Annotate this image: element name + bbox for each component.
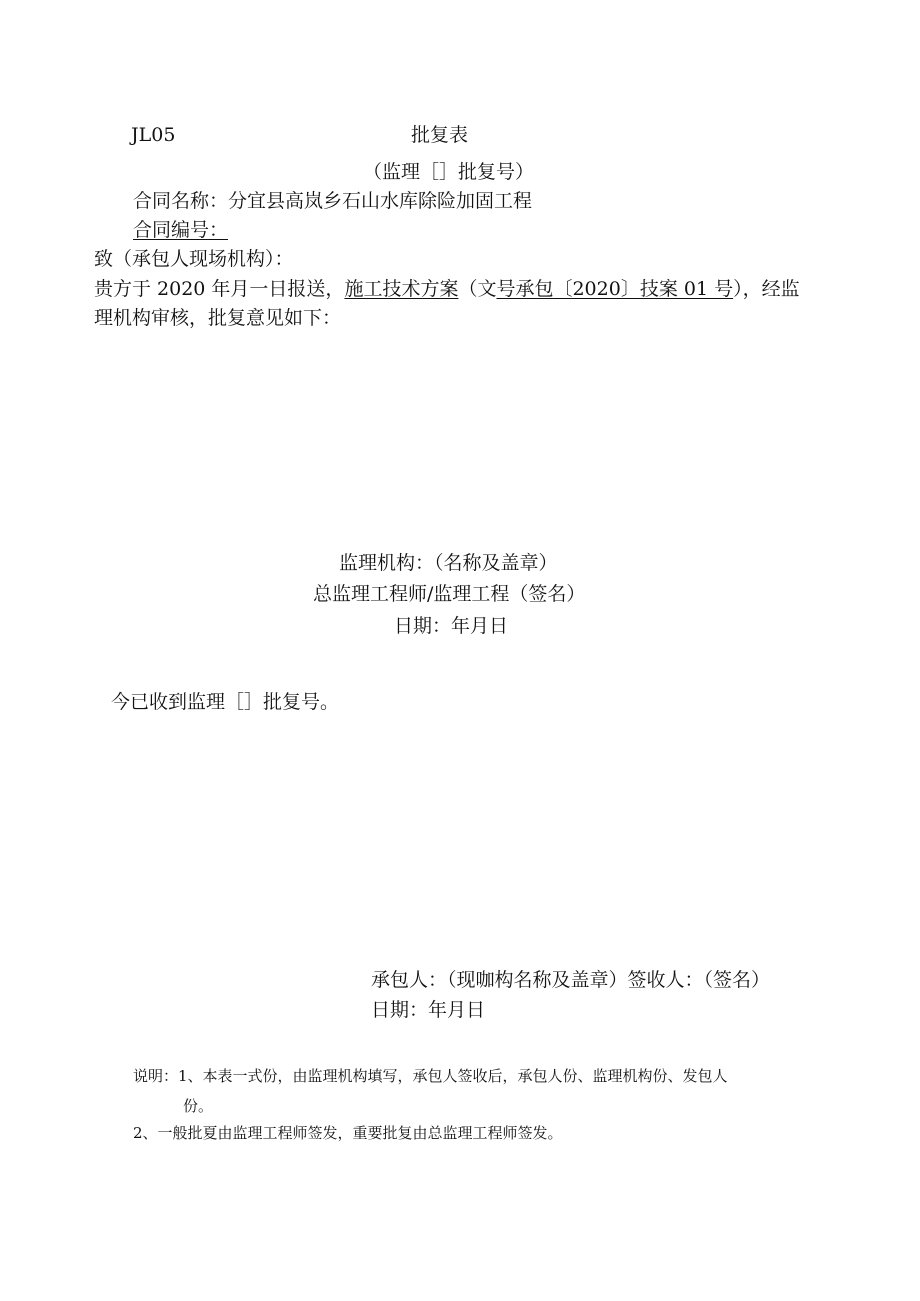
form-code: JL05	[131, 124, 176, 146]
contract-name-label: 合同名称：	[133, 190, 229, 212]
document-type: 施工技术方案	[344, 278, 459, 300]
supervisor-org-line: 监理机构：（名称及盖章）	[339, 552, 558, 574]
addressee-line: 致（承包人现场机构）：	[94, 248, 294, 270]
document-title: 批复表	[411, 124, 469, 146]
contractor-sign-line: 承包人：（现咖构名称及盖章）签收人：（签名）	[371, 969, 771, 991]
receipt-line: 今已收到监理［］批复号。	[111, 691, 340, 713]
approval-number-line: （监理［］批复号）	[363, 161, 535, 183]
submission-paragraph-line2: 理机构审核，批复意见如下：	[94, 307, 342, 329]
note-1-line1: 说明：1、本表一式份，由监理机构填写，承包人签收后，承包人份、监理机构份、发包人	[133, 1067, 728, 1085]
contract-number-label: 合同编号：	[133, 219, 229, 241]
contract-name-value: 分宜县高岚乡石山水库除险加固工程	[228, 190, 533, 212]
submission-paragraph-line1	[94, 277, 800, 301]
contract-name-row	[133, 189, 532, 213]
note-1-line2: 份。	[183, 1097, 214, 1115]
document-number: 号承包〔2020〕技案 01 号	[496, 278, 734, 300]
note-2: 2、一般批夏由监理工程师签发，重要批复由总监理工程师签发。	[133, 1124, 563, 1142]
supervisor-engineer-line: 总监理工程师/监理工程（签名）	[313, 583, 586, 605]
contractor-date-line: 日期：年月日	[371, 999, 486, 1021]
submission-suffix: ），经监	[733, 278, 800, 300]
paren-open: （文	[458, 278, 497, 300]
submission-date-text: 贵方于 2020 年月一日报送，	[94, 278, 345, 300]
supervisor-date-line: 日期：年月日	[394, 615, 509, 637]
